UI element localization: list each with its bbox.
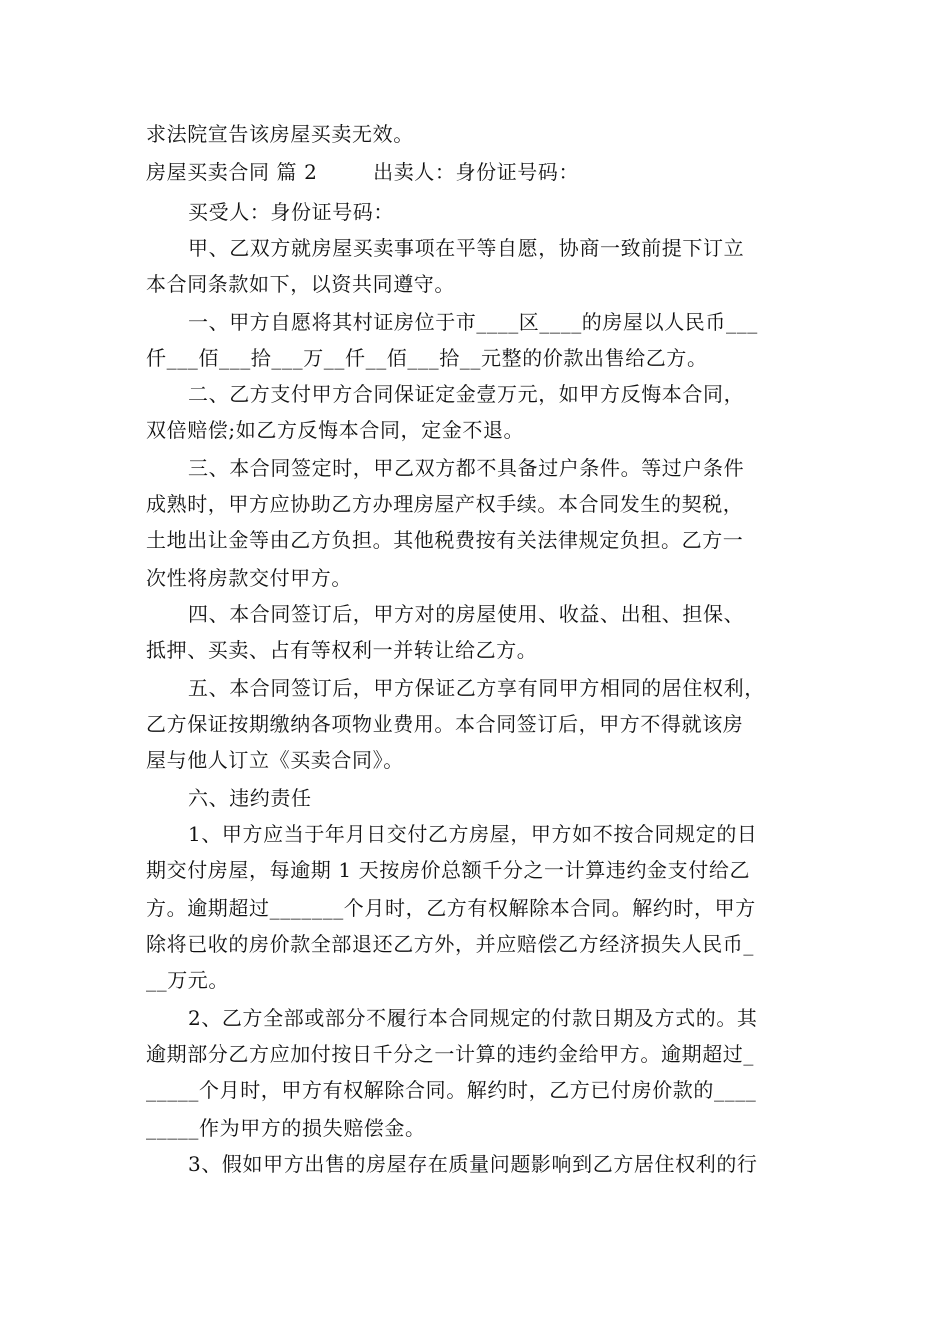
- text-line: 方。逾期超过_______个月时，乙方有权解除本合同。解约时，甲方: [146, 896, 756, 920]
- text-line: 土地出让金等由乙方负担。其他税费按有关法律规定负担。乙方一: [146, 528, 744, 552]
- text-line: 抵押、买卖、占有等权利一并转让给乙方。: [146, 638, 538, 662]
- text-line: 一、甲方自愿将其村证房位于市____区____的房屋以人民币___: [188, 310, 758, 334]
- section-heading-line: 房屋买卖合同 篇 2 出卖人：身份证号码：: [146, 160, 580, 184]
- text-line: __万元。: [146, 968, 229, 992]
- text-line: 成熟时，甲方应协助乙方办理房屋产权手续。本合同发生的契税，: [146, 492, 744, 516]
- text-line: 逾期部分乙方应加付按日千分之一计算的违约金给甲方。逾期超过_: [146, 1042, 754, 1066]
- text-line: 双倍赔偿;如乙方反悔本合同，定金不退。: [146, 418, 525, 442]
- text-line: 屋与他人订立《买卖合同》。: [146, 748, 404, 772]
- text-line: 1、甲方应当于年月日交付乙方房屋，甲方如不按合同规定的日: [188, 822, 758, 846]
- text-line: 次性将房款交付甲方。: [146, 566, 352, 590]
- text-line: 三、本合同签定时，甲乙双方都不具备过户条件。等过户条件: [188, 456, 745, 480]
- text-line: 本合同条款如下，以资共同遵守。: [146, 272, 455, 296]
- text-line: 甲、乙双方就房屋买卖事项在平等自愿，协商一致前提下订立: [188, 236, 745, 260]
- text-line: 仟___佰___拾___万__仟__佰___拾__元整的价款出售给乙方。: [146, 346, 708, 370]
- text-line: 二、乙方支付甲方合同保证定金壹万元，如甲方反悔本合同，: [188, 382, 745, 406]
- text-line: 2、乙方全部或部分不履行本合同规定的付款日期及方式的。其: [188, 1006, 758, 1030]
- text-line: 求法院宣告该房屋买卖无效。: [146, 122, 414, 146]
- text-line: 乙方保证按期缴纳各项物业费用。本合同签订后，甲方不得就该房: [146, 712, 744, 736]
- text-line: _____个月时，甲方有权解除合同。解约时，乙方已付房价款的____: [146, 1078, 757, 1102]
- text-line: 四、本合同签订后，甲方对的房屋使用、收益、出租、担保、: [188, 602, 745, 626]
- text-line: 3、假如甲方出售的房屋存在质量问题影响到乙方居住权利的行: [188, 1152, 758, 1176]
- text-line: 期交付房屋，每逾期 1 天按房价总额千分之一计算违约金支付给乙: [146, 858, 751, 882]
- text-line: 除将已收的房价款全部退还乙方外，并应赔偿乙方经济损失人民币_: [146, 932, 754, 956]
- text-line: 五、本合同签订后，甲方保证乙方享有同甲方相同的居住权利，: [188, 676, 765, 700]
- text-line: 买受人：身份证号码：: [188, 200, 394, 224]
- text-line: _____作为甲方的损失赔偿金。: [146, 1116, 426, 1140]
- text-line: 六、违约责任: [188, 786, 312, 810]
